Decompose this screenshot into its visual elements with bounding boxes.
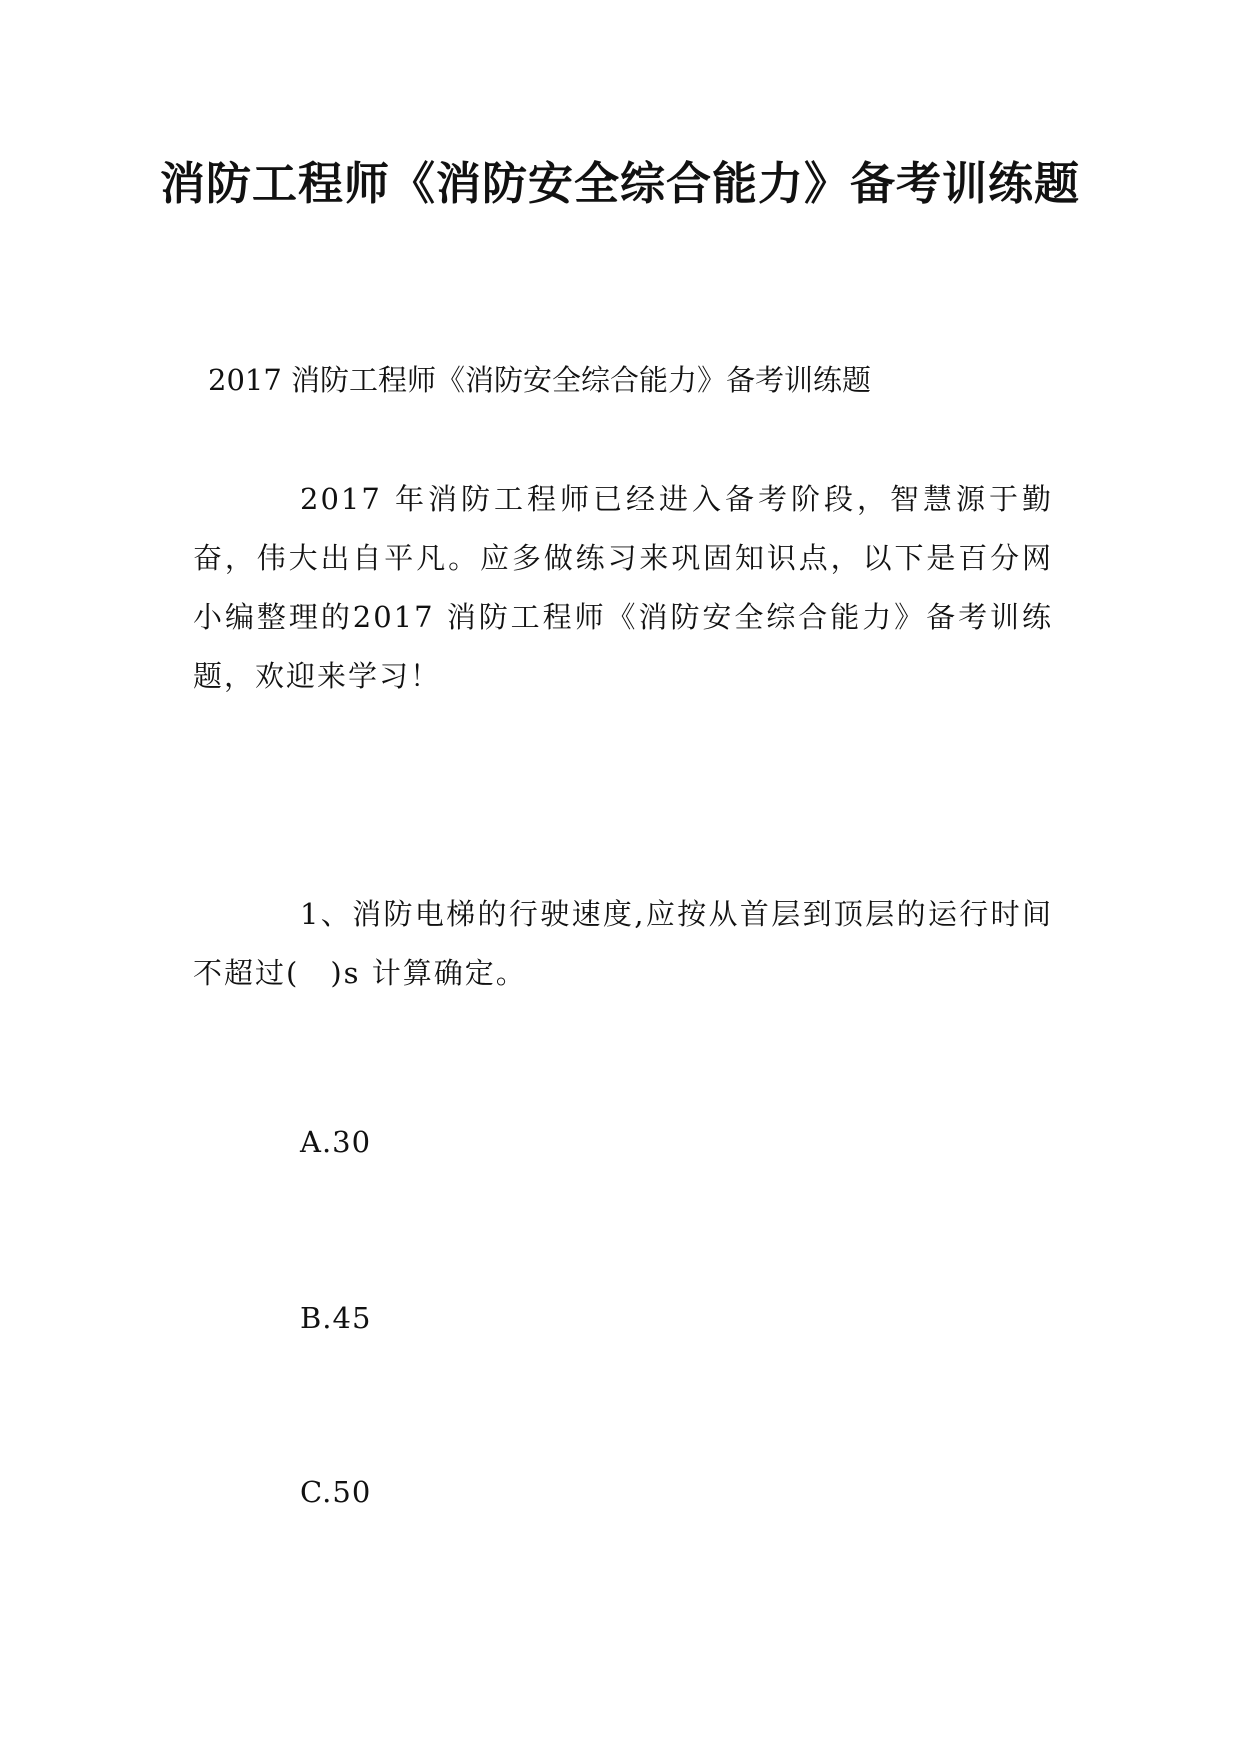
document-subtitle: 2017 消防工程师《消防安全综合能力》备考训练题 (208, 363, 872, 397)
option-c: C.50 (300, 1475, 372, 1509)
option-b: B.45 (300, 1301, 372, 1335)
document-title: 消防工程师《消防安全综合能力》备考训练题 (159, 157, 1080, 210)
option-a: A.30 (300, 1125, 372, 1159)
intro-paragraph: 2017 年消防工程师已经进入备考阶段，智慧源于勤奋，伟大出自平凡。应多做练习来巩固知识点，以下是百分网小编整理的2017 消防工程师《消防安全综合能力》备考训练题，欢迎来学习！ (193, 482, 1053, 693)
question-text: 1、消防电梯的行驶速度,应按从首层到顶层的运行时间不超过( )s 计算确定。 (193, 897, 1053, 990)
